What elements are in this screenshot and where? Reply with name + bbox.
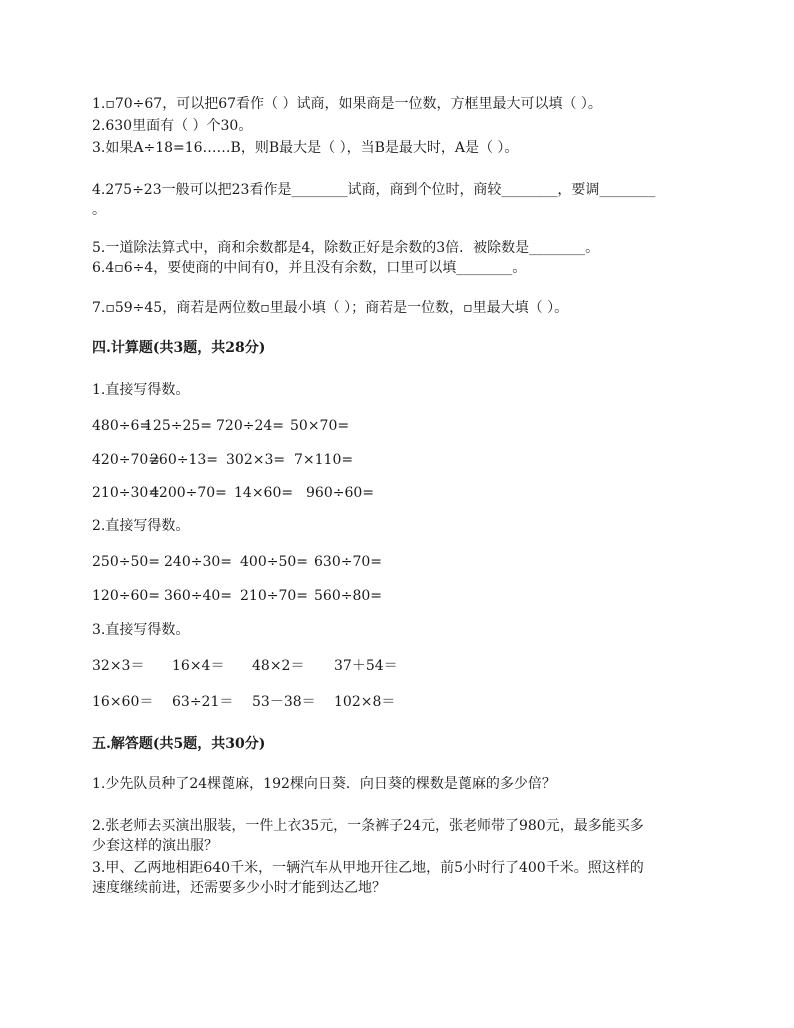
calc-row xyxy=(92,586,382,606)
calc-item: 720÷24= xyxy=(216,418,284,434)
calc-item: 53－38＝ xyxy=(252,694,316,710)
calc-item: 102×8＝ xyxy=(334,694,396,710)
fill-question-6: 6.4▫6÷4，要使商的中间有0，并且没有余数，口里可以填________。 xyxy=(92,260,527,276)
calc-item: 37＋54＝ xyxy=(334,658,398,674)
calc-item: 260÷13= xyxy=(150,452,218,468)
calc-item: 210÷30= xyxy=(92,485,160,501)
word-problem-1: 1.少先队员种了24棵蓖麻，192棵向日葵．向日葵的棵数是蓖麻的多少倍？ xyxy=(92,776,556,792)
calc-item: 48×2＝ xyxy=(252,658,305,674)
fill-question-3: 3.如果A÷18=16……B，则B最大是（ ），当B是最大时，A是（ ）。 xyxy=(92,140,519,156)
word-problem-3-cont: 速度继续前进，还需要多少小时才能到达乙地？ xyxy=(92,880,386,896)
fill-question-7: 7.▫59÷45，商若是两位数▫里最小填（ ）；商若是一位数，▫里最大填（ ）。 xyxy=(92,300,569,316)
calc-item: 63÷21＝ xyxy=(172,694,234,710)
calc-item: 4200÷70= xyxy=(150,485,227,501)
calc-item: 16×4＝ xyxy=(172,658,225,674)
calc-item: 16×60＝ xyxy=(92,694,154,710)
calc-row xyxy=(92,416,349,436)
calc-row xyxy=(92,692,395,712)
calc-row xyxy=(92,483,374,503)
calc-row xyxy=(92,552,382,572)
word-problem-3: 3.甲、乙两地相距640千米，一辆汽车从甲地开往乙地，前5小时行了400千米。照这样的 xyxy=(92,860,644,876)
calc-item: 120÷60= xyxy=(92,588,160,604)
calc-part-1-title: 1.直接写得数。 xyxy=(92,382,190,398)
fill-question-4-end: 。 xyxy=(92,202,106,218)
fill-question-2: 2.630里面有（ ）个30。 xyxy=(92,118,253,134)
calc-item: 360÷40= xyxy=(164,588,232,604)
calc-row xyxy=(92,656,398,676)
section-5-title: 五.解答题(共5题，共30分) xyxy=(92,736,266,752)
calc-item: 302×3= xyxy=(226,452,286,468)
calc-item: 420÷70= xyxy=(92,452,160,468)
calc-item: 50×70= xyxy=(290,418,350,434)
calc-item: 125÷25= xyxy=(144,418,212,434)
calc-part-3-title: 3.直接写得数。 xyxy=(92,622,190,638)
calc-item: 240÷30= xyxy=(164,554,232,570)
calc-item: 210÷70= xyxy=(240,588,308,604)
calc-item: 560÷80= xyxy=(314,588,382,604)
calc-item: 960÷60= xyxy=(306,485,374,501)
fill-question-1: 1.▫70÷67，可以把67看作（ ）试商，如果商是一位数，方框里最大可以填（ ）。 xyxy=(92,96,602,112)
calc-item: 400÷50= xyxy=(240,554,308,570)
word-problem-2-cont: 少套这样的演出服？ xyxy=(92,838,218,854)
calc-item: 630÷70= xyxy=(314,554,382,570)
calc-item: 14×60= xyxy=(234,485,294,501)
calc-row xyxy=(92,450,353,470)
calc-part-2-title: 2.直接写得数。 xyxy=(92,518,190,534)
calc-item: 7×110= xyxy=(294,452,354,468)
fill-question-4: 4.275÷23一般可以把23看作是________试商，商到个位时，商较________，要调________ xyxy=(92,182,656,198)
calc-item: 250÷50= xyxy=(92,554,160,570)
calc-item: 32×3＝ xyxy=(92,658,145,674)
calc-item: 480÷6= xyxy=(92,418,152,434)
word-problem-2: 2.张老师去买演出服装，一件上衣35元，一条裤子24元，张老师带了980元，最多能买多 xyxy=(92,818,644,834)
fill-question-5: 5.一道除法算式中，商和余数都是4，除数正好是余数的3倍．被除数是________。 xyxy=(92,240,600,256)
section-4-title: 四.计算题(共3题，共28分) xyxy=(92,340,266,356)
